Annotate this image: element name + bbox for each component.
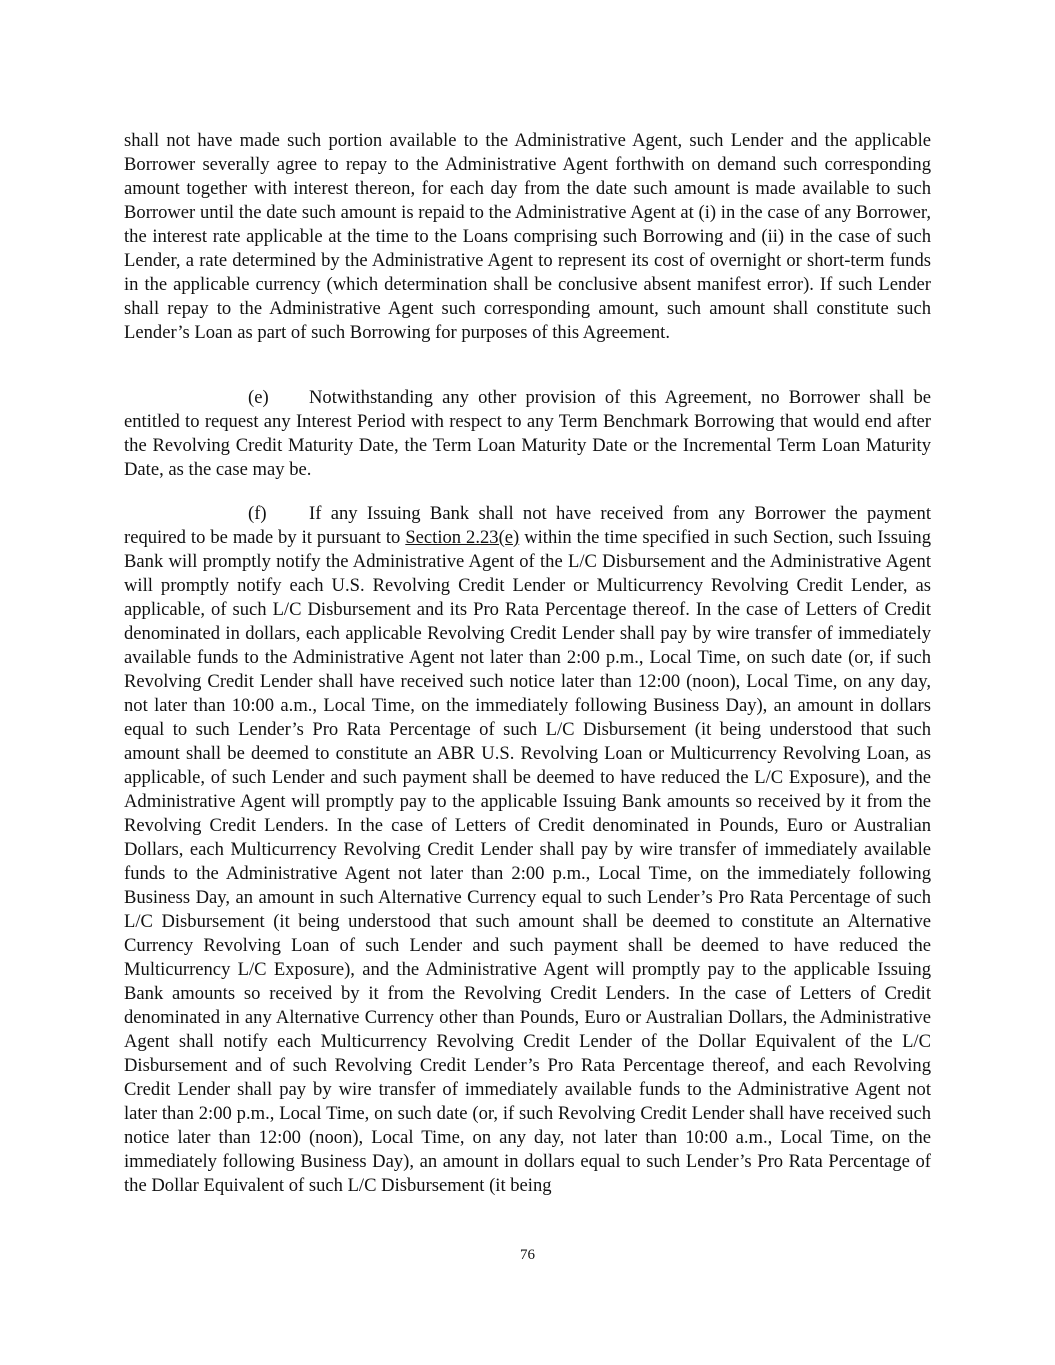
section-reference-link[interactable]: Section 2.23(e) — [405, 527, 520, 548]
paragraph-e-marker: (e) — [248, 387, 269, 408]
paragraph-f — [124, 502, 931, 1198]
page-number: 76 — [520, 1247, 535, 1263]
paragraph-continued: shall not have made such portion available to the Administrative Agent, such Lender and the applicable Borrower severally agree to repay to the Administrative Agent forthwith on demand such corresponding amount together with interest thereon, for each day from the date such amount is made available to such Borrower until the date such amount is repaid to the Administrative Agent at (i) in the case of any Borrower, the interest rate applicable at the time to the Loans comprising such Borrowing and (ii) in the case of such Lender, a rate determined by the Administrative Agent to represent its cost of overnight or short-term funds in the applicable currency (which determination shall be conclusive absent manifest error). If such Lender shall repay to the Administrative Agent such corresponding amount, such amount shall constitute such Lender’s Loan as part of such Borrowing for purposes of this Agreement. — [124, 130, 931, 343]
paragraph-f-text-after-ref: within the time specified in such Section, such Issuing Bank will promptly notify the Administrative Agent of the L/C Disbursement and the Administrative Agent will promptly notify each U.S. Revolving Credit Lender or Multicurrency Revolving Credit Lender, as applicable, of such L/C Disbursement and its Pro Rata Percentage thereof. In the case of Letters of Credit denominated in dollars, each applicable Revolving Credit Lender shall pay by wire transfer of immediately available funds to the Administrative Agent not later than 2:00 p.m., Local Time, on such date (or, if such Revolving Credit Lender shall have received such notice later than 12:00 (noon), Local Time, on any day, not later than 10:00 a.m., Local Time, on the immediately following Business Day), an amount in dollars equal to such Lender’s Pro Rata Percentage of such L/C Disbursement (it being understood that such amount shall be deemed to constitute an ABR U.S. Revolving Loan or Multicurrency Revolving Loan, as applicable, of such Lender and such payment shall be deemed to have reduced the L/C Exposure), and the Administrative Agent will promptly pay to the applicable Issuing Bank amounts so received by it from the Revolving Credit Lenders. In the case of Letters of Credit denominated in Pounds, Euro or Australian Dollars, each Multicurrency Revolving Credit Lender shall pay by wire transfer of immediately available funds to the Administrative Agent not later than 2:00 p.m., Local Time, on the immediately following Business Day, an amount in such Alternative Currency equal to such Lender’s Pro Rata Percentage of such L/C Disbursement (it being understood that such amount shall be deemed to constitute an Alternative Currency Revolving Loan of such Lender and such payment shall be deemed to have reduced the Multicurrency L/C Exposure), and the Administrative Agent will promptly pay to the applicable Issuing Bank amounts so received by it from the Revolving Credit Lenders. In the case of Letters of Credit denominated in any Alternative Currency other than Pounds, Euro or Australian Dollars, the Administrative Agent shall notify each Multicurrency Revolving Credit Lender of the Dollar Equivalent of the L/C Disbursement and of such Revolving Credit Lender’s Pro Rata Percentage thereof, and each Revolving Credit Lender shall pay by wire transfer of immediately available funds to the Administrative Agent not later than 2:00 p.m., Local Time, on such date (or, if such Revolving Credit Lender shall have received such notice later than 12:00 (noon), Local Time, on any day, not later than 10:00 a.m., Local Time, on the immediately following Business Day), an amount in dollars equal to such Lender’s Pro Rata Percentage of the Dollar Equivalent of such L/C Disbursement (it being — [124, 527, 931, 1196]
paragraph-e — [124, 386, 931, 482]
paragraph-f-text-before-ref: If any Issuing Bank shall not have received from any Borrower the payment required to be made by it pursuant to — [124, 503, 931, 548]
paragraph-e-text: Notwithstanding any other provision of this Agreement, no Borrower shall be entitled to request any Interest Period with respect to any Term Benchmark Borrowing that would end after the Revolving Credit Maturity Date, the Term Loan Maturity Date or the Incremental Term Loan Maturity Date, as the case may be. — [124, 387, 931, 480]
paragraph-f-marker: (f) — [248, 503, 267, 524]
